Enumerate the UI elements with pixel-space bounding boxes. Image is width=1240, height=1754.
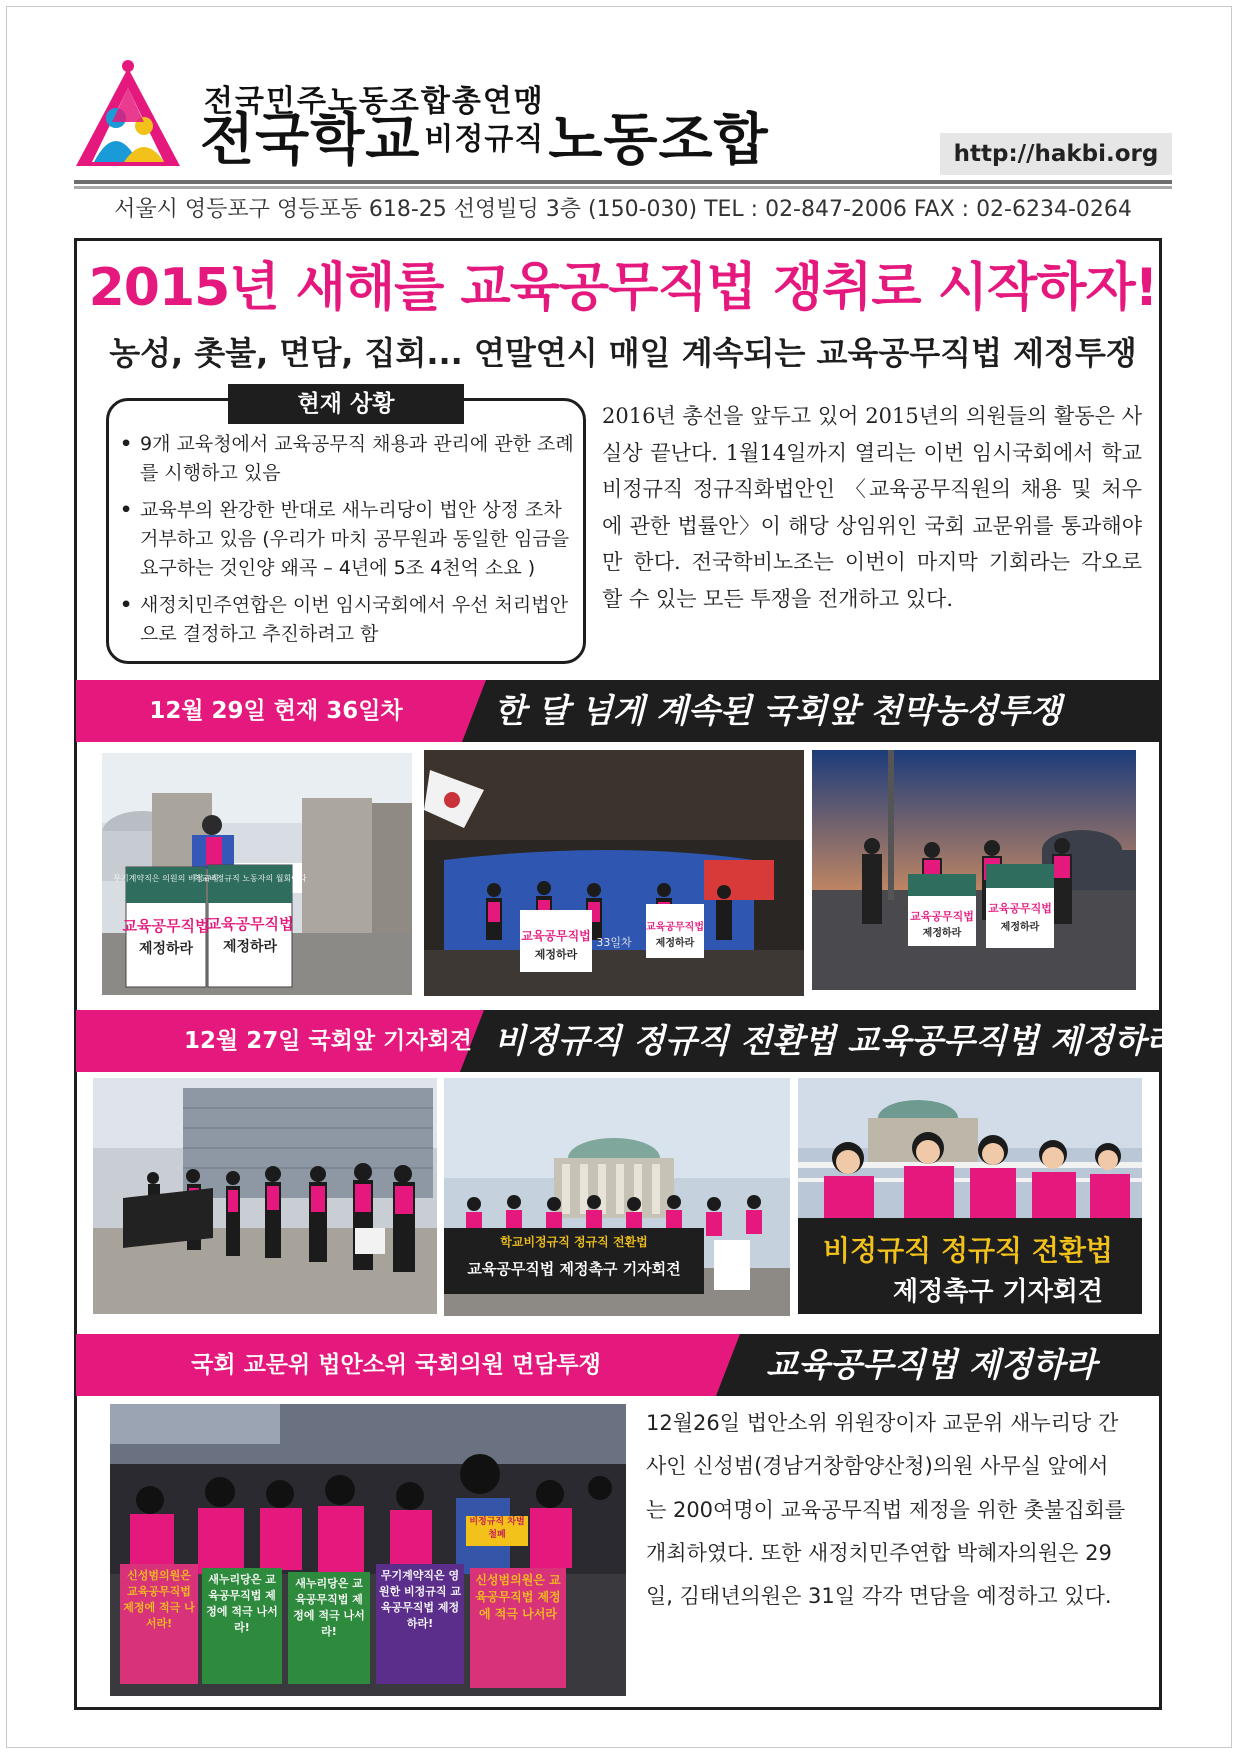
union-logo [72,58,184,170]
rally-sign: 비정규직 차별철폐 [469,1517,525,1540]
section-bar-meeting [76,1334,1160,1396]
status-item: • 새정치민주연합은 이번 임시국회에서 우선 처리법안으로 결정하고 추진하려고 함 [118,591,576,649]
federation-name: 전국민주노동조합총연맹 [204,84,545,119]
headline: 2015년 새해를 교육공무직법 쟁취로 시작하자! [88,258,1158,318]
section-title: 한 달 넘게 계속된 국회앞 천막농성투쟁 [494,691,1062,730]
website-url[interactable]: http://hakbi.org [940,133,1172,175]
sign-text: 교육공무직법 [646,922,704,933]
sign-text: 제정하라 [534,948,578,961]
contact-address: 서울시 영등포구 영등포동 618-25 선영빌딩 3층 (150-030) TEL : 02-847-2006 FAX : 02-6234-0264 [114,197,1132,222]
sign-text: 제정하라 [138,941,194,957]
banner-text: 교육공무직법 제정촉구 기자회견 [467,1260,681,1278]
header-rule [74,180,1172,184]
section-date-label: 국회 교문위 법안소위 국회의원 면담투쟁 [191,1352,601,1378]
sign-text: 제정하라 [922,928,962,939]
photo-dusk-protest [812,750,1136,990]
rally-sign: 신성범의원은 교육공무직법 제정에 적극 나서라 [475,1573,561,1621]
photo-press-speaker [798,1078,1142,1314]
sign-text: 교육공무직법 [910,910,974,923]
photo-press-line [93,1078,437,1314]
photo-tent-night [424,750,804,996]
sign-text: 교육공무직법 [122,917,210,935]
status-item: • 교육부의 완강한 반대로 새누리당이 법안 상정 조차 거부하고 있음 (우리가 마치 공무원과 동일한 임금을 요구하는 것인양 왜곡 – 4년에 5조 4천억 소요 ) [118,496,576,583]
photo-candlelight-rally [110,1404,626,1696]
rally-sign: 신성범의원은 교육공무직법 제정에 적극 나서라! [123,1569,195,1630]
status-item: • 9개 교육청에서 교육공무직 채용과 관리에 관한 조례를 시행하고 있음 [118,430,576,488]
sign-text: 제정하라 [1000,922,1040,933]
subheadline: 농성, 촛불, 면담, 집회... 연말연시 매일 계속되는 교육공무직법 제정투쟁 [109,334,1137,372]
union-name: 전국학교 비정규직노동조합 [200,108,769,173]
sign-text: 제정하라 [655,938,695,949]
sign-text: 교육공무직법 [988,902,1052,915]
meeting-paragraph: 12월26일 법안소위 위원장이자 교문위 새누리당 간사인 신성범(경남거창함양산청)의원 사무실 앞에서는 200여명이 교육공무직법 제정을 위한 촛불집회를 개최하였다. 또한 새정치민주연합 박혜자의원은 29일, 김태년의원은 31일 각각 면담을 예정하고 있다. [646,1411,1126,1609]
rally-sign: 새누리당은 교육공무직법 제정에 적극 나서라! [293,1577,365,1638]
section-bar-press-conference [76,1010,1193,1072]
sign-text: 교육공무직법 [521,929,591,943]
section-title: 교육공무직법 제정하라 [766,1345,1097,1384]
photo-national-assembly-banner [444,1078,790,1316]
rally-sign: 새누리당은 교육공무직법 제정에 적극 나서라! [206,1573,278,1634]
sign-text: 학교비정규직 노동자의 월회이다 [193,874,307,883]
section-bar-sit-in [76,680,1160,742]
rally-sign: 무기계약직은 영원한 비정규직 교육공무직법 제정하라! [378,1569,462,1630]
intro-paragraph: 2016년 총선을 앞두고 있어 2015년의 의원들의 활동은 사실상 끝난다. 1월14일까지 열리는 이번 임시국회에서 학교비정규직 정규직화법안인 〈교육공무직원의 채용 및 처우에 관한 법률안〉이 해당 상임위인 국회 교문위를 통과해야만 한다. 전국학비노조는 이번이 마지막 기회라는 각오로 할 수 있는 모든 투쟁을 전개하고 있다. [602,404,1142,611]
section-title: 비정규직 정규직 전환법 교육공무직법 제정하라! [494,1021,1193,1060]
banner-text: 비정규직 정규직 전환법 [823,1234,1113,1267]
status-list [118,430,576,657]
section-date-label: 12월 27일 국회앞 기자회견 [184,1028,472,1054]
banner-text: 학교비정규직 정규직 전환법 [500,1235,648,1249]
status-title: 현재 상황 [228,384,464,424]
sign-text: 교육공무직법 [206,915,294,933]
photo-sit-in-gate [102,753,412,995]
section-date-label: 12월 29일 현재 36일차 [149,698,403,724]
day-count-text: 33일차 [596,936,632,949]
header-rule-light [74,186,1172,189]
sign-text: 제정하라 [222,939,278,955]
banner-text: 제정촉구 기자회견 [893,1277,1103,1307]
sign-text: 무기계약직은 의원의 비정규직 [113,874,219,883]
